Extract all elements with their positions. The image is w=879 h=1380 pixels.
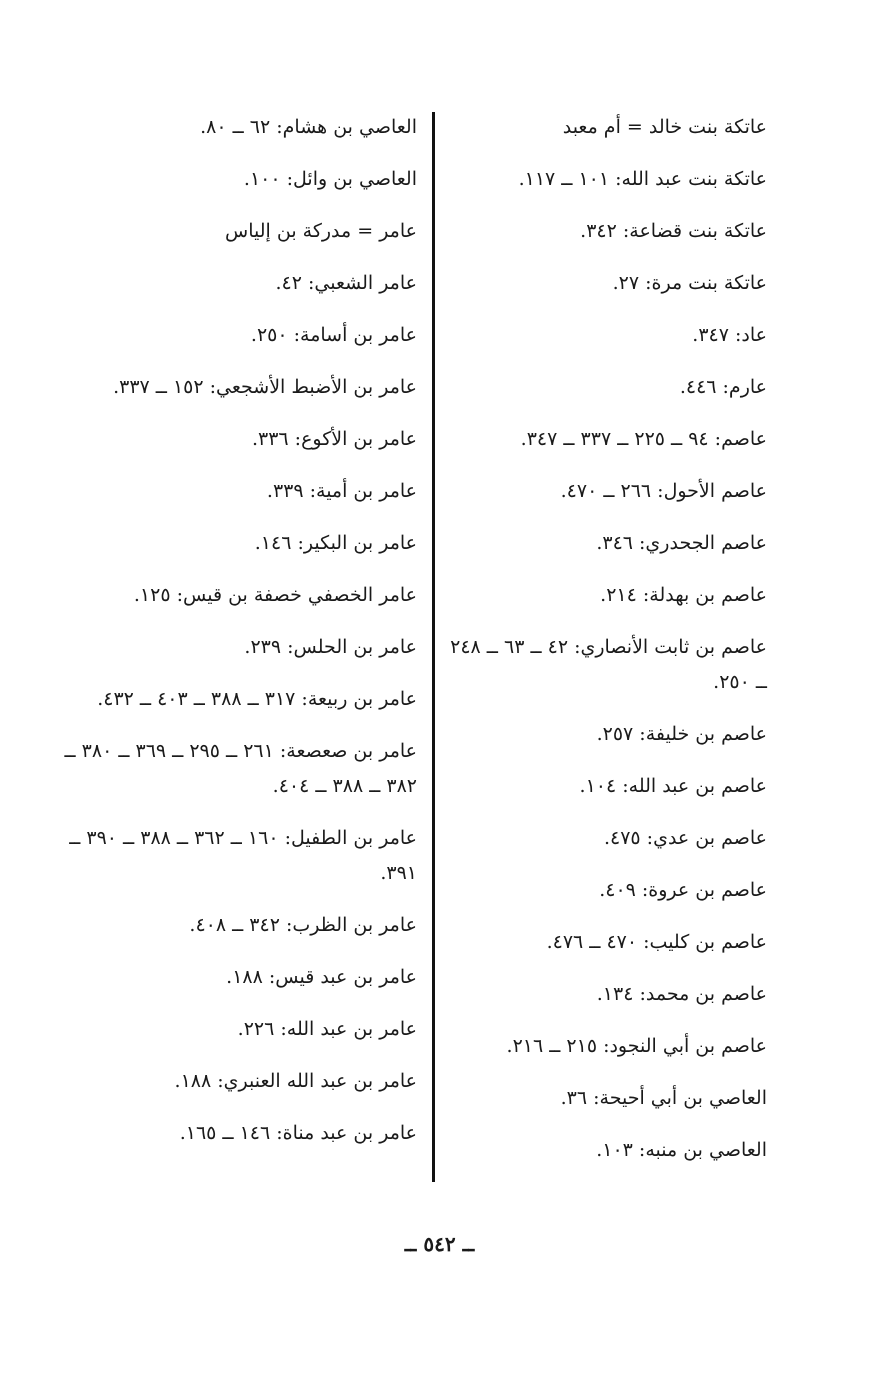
- index-entry: عامر بن عبد الله: ٢٢٦.: [237, 1018, 417, 1040]
- left-column: [45, 110, 417, 1168]
- index-entry: عاتكة بنت قضاعة: ٣٤٢.: [580, 220, 767, 242]
- index-entry: عامر الشعبي: ٤٢.: [275, 272, 417, 294]
- index-entry: عاصم الجحدري: ٣٤٦.: [596, 532, 767, 554]
- index-entry: عامر الخصفي خصفة بن قيس: ١٢٥.: [133, 584, 417, 606]
- index-entry: العاصي بن هشام: ٦٢ ــ ٨٠.: [200, 116, 417, 138]
- right-column: [437, 110, 767, 1185]
- index-entry: عامر بن الطفيل: ١٦٠ ــ ٣٦٢ ــ ٣٨٨ ــ ٣٩٠ ــ ٣٩١.: [69, 827, 417, 884]
- index-entry: عاصم: ٩٤ ــ ٢٢٥ ــ ٣٣٧ ــ ٣٤٧.: [520, 428, 767, 450]
- index-entry: عامر = مدركة بن إلياس: [225, 220, 417, 242]
- index-entry: عامر بن البكير: ١٤٦.: [254, 532, 417, 554]
- index-entry: العاصي بن وائل: ١٠٠.: [243, 168, 417, 190]
- index-entry: عاتكة بنت عبد الله: ١٠١ ــ ١١٧.: [518, 168, 767, 190]
- index-entry: عامر بن أمية: ٣٣٩.: [266, 480, 417, 502]
- index-entry: عاصم بن أبي النجود: ٢١٥ ــ ٢١٦.: [506, 1035, 767, 1057]
- index-entry: عاصم بن عبد الله: ١٠٤.: [579, 775, 767, 797]
- index-entry: عاصم بن كليب: ٤٧٠ ــ ٤٧٦.: [546, 931, 767, 953]
- index-entry: العاصي بن أبي أحيحة: ٣٦.: [560, 1087, 767, 1109]
- index-entry: عامر بن الظرب: ٣٤٢ ــ ٤٠٨.: [189, 914, 417, 936]
- page-number: ــ ٥٤٢ ــ: [404, 1232, 475, 1256]
- index-entry: عاصم بن عروة: ٤٠٩.: [599, 879, 767, 901]
- index-entry: عامر بن الحلس: ٢٣٩.: [244, 636, 417, 658]
- index-entry: عاصم بن ثابت الأنصاري: ٤٢ ــ ٦٣ ــ ٢٤٨ ــ ٢٥٠.: [450, 636, 767, 693]
- index-entry: عاصم بن بهدلة: ٢١٤.: [600, 584, 767, 606]
- index-entry: عارم: ٤٤٦.: [679, 376, 767, 398]
- index-entry: عاتكة بنت مرة: ٢٧.: [612, 272, 767, 294]
- index-entry: عامر بن الأكوع: ٣٣٦.: [251, 428, 417, 450]
- index-entry: عامر بن عبد قيس: ١٨٨.: [226, 966, 417, 988]
- index-entry: عاصم بن محمد: ١٣٤.: [596, 983, 767, 1005]
- index-entry: عاتكة بنت خالد = أم معبد: [562, 116, 767, 138]
- index-entry: عاصم الأحول: ٢٦٦ ــ ٤٧٠.: [560, 480, 767, 502]
- index-entry: عامر بن أسامة: ٢٥٠.: [250, 324, 417, 346]
- index-entry: عاصم بن عدي: ٤٧٥.: [603, 827, 767, 849]
- index-entry: عامر بن ربيعة: ٣١٧ ــ ٣٨٨ ــ ٤٠٣ ــ ٤٣٢.: [97, 688, 417, 710]
- index-entry: عامر بن عبد مناة: ١٤٦ ــ ١٦٥.: [179, 1122, 417, 1144]
- index-entry: العاصي بن منبه: ١٠٣.: [596, 1139, 767, 1161]
- index-entry: عامر بن الأضبط الأشجعي: ١٥٢ ــ ٣٣٧.: [113, 376, 417, 398]
- index-entry: عامر بن صعصعة: ٢٦١ ــ ٢٩٥ ــ ٣٦٩ ــ ٣٨٠ ــ ٣٨٢ ــ ٣٨٨ ــ ٤٠٤.: [64, 740, 417, 797]
- index-entry: عاد: ٣٤٧.: [692, 324, 767, 346]
- index-entry: عاصم بن خليفة: ٢٥٧.: [596, 723, 767, 745]
- index-entry: عامر بن عبد الله العنبري: ١٨٨.: [174, 1070, 417, 1092]
- column-divider: [432, 112, 435, 1182]
